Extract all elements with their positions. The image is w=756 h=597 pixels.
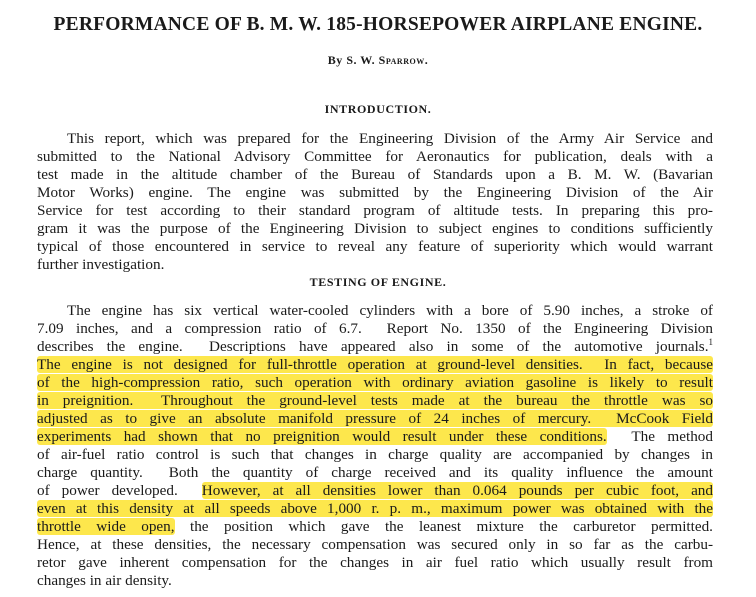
testing-line (37, 428, 713, 445)
text-run: The method (606, 428, 713, 445)
testing-heading: TESTING OF ENGINE. (309, 275, 447, 289)
text-run: describes the engine. Descriptions have appeared also in some of the automotive journals. (37, 338, 709, 355)
intro-line: test made in the altitude chamber of the Bureau of Standards upon a B. M. W. (Bavarian (37, 166, 713, 183)
testing-line (37, 446, 713, 463)
author-byline (0, 53, 756, 68)
testing-line (37, 464, 713, 481)
introduction-heading: INTRODUCTION. (324, 102, 432, 116)
text-run: The engine has six vertical water-cooled cylinders with a bore of 5.90 inches, a stroke of (67, 302, 713, 319)
testing-line (37, 392, 713, 409)
highlighted-text: The engine is not designed for full-throttle operation at ground-level densities. In fact, because (37, 356, 713, 373)
highlighted-text: experiments had shown that no preignition would result under these conditions. (37, 428, 607, 445)
highlighted-text: However, at all densities lower than 0.064 pounds per cubic foot, and (201, 482, 713, 499)
text-run: charge quantity. Both the quantity of charge received and its quality influence the amount (37, 464, 713, 481)
text-run: 7.09 inches, and a compression ratio of 6.7. Report No. 1350 of the Engineering Division (37, 320, 713, 337)
intro-line: further investigation. (37, 256, 165, 273)
testing-line (37, 338, 713, 355)
testing-line (37, 482, 713, 499)
text-run: of air-fuel ratio control is such that changes in charge quality are accompanied by changes in (37, 446, 713, 463)
text-run: Hence, at these densities, the necessary compensation was secured only in so far as the carbu- (37, 536, 713, 553)
intro-line: Service for test according to their standard program of altitude tests. In preparing this pro- (37, 202, 713, 219)
testing-line (37, 554, 713, 571)
testing-line (37, 410, 713, 427)
highlighted-text: of the high-compression ratio, such operation with ordinary aviation gasoline is likely to result (37, 374, 713, 391)
testing-line (37, 374, 713, 391)
highlighted-text: even at this density at all speeds above 1,000 r. p. m., maximum power was obtained with the (37, 500, 713, 517)
document-title: PERFORMANCE OF B. M. W. 185-HORSEPOWER AIRPLANE ENGINE. (53, 14, 703, 35)
testing-line (37, 320, 713, 337)
testing-line (67, 302, 713, 319)
testing-line (37, 518, 713, 535)
text-run: the position which gave the leanest mixture the carburetor permitted. (174, 518, 713, 535)
text-run: retor gave inherent compensation for the changes in air fuel ratio which usually result from (37, 554, 713, 571)
highlighted-text: adjusted as to give an absolute manifold pressure of 24 inches of mercury. McCook Field (37, 410, 713, 427)
intro-line: gram it was the purpose of the Engineering Division to subject engines to conditions sufficiently (37, 220, 713, 237)
text-run: changes in air density. (37, 572, 172, 589)
byline-prefix: By (327, 53, 343, 67)
text-run: of power developed. (37, 482, 202, 499)
intro-line: submitted to the National Advisory Committee for Aeronautics for publication, deals with a (37, 148, 713, 165)
highlighted-text: throttle wide open, (37, 518, 175, 535)
intro-line: This report, which was prepared for the Engineering Division of the Army Air Service and (67, 130, 713, 147)
testing-line (37, 500, 713, 517)
testing-line (37, 356, 713, 373)
testing-line (37, 572, 713, 589)
intro-line: Motor Works) engine. The engine was submitted by the Engineering Division of the Air (37, 184, 713, 201)
intro-line: typical of those encountered in service to reveal any feature of superiority which would warrant (37, 238, 713, 255)
footnote-marker[interactable]: 1 (708, 336, 713, 347)
testing-line (37, 536, 713, 553)
highlighted-text: in preignition. Throughout the ground-level tests made at the bureau the throttle was so (37, 392, 713, 409)
author-name: S. W. Sparrow. (346, 53, 429, 67)
